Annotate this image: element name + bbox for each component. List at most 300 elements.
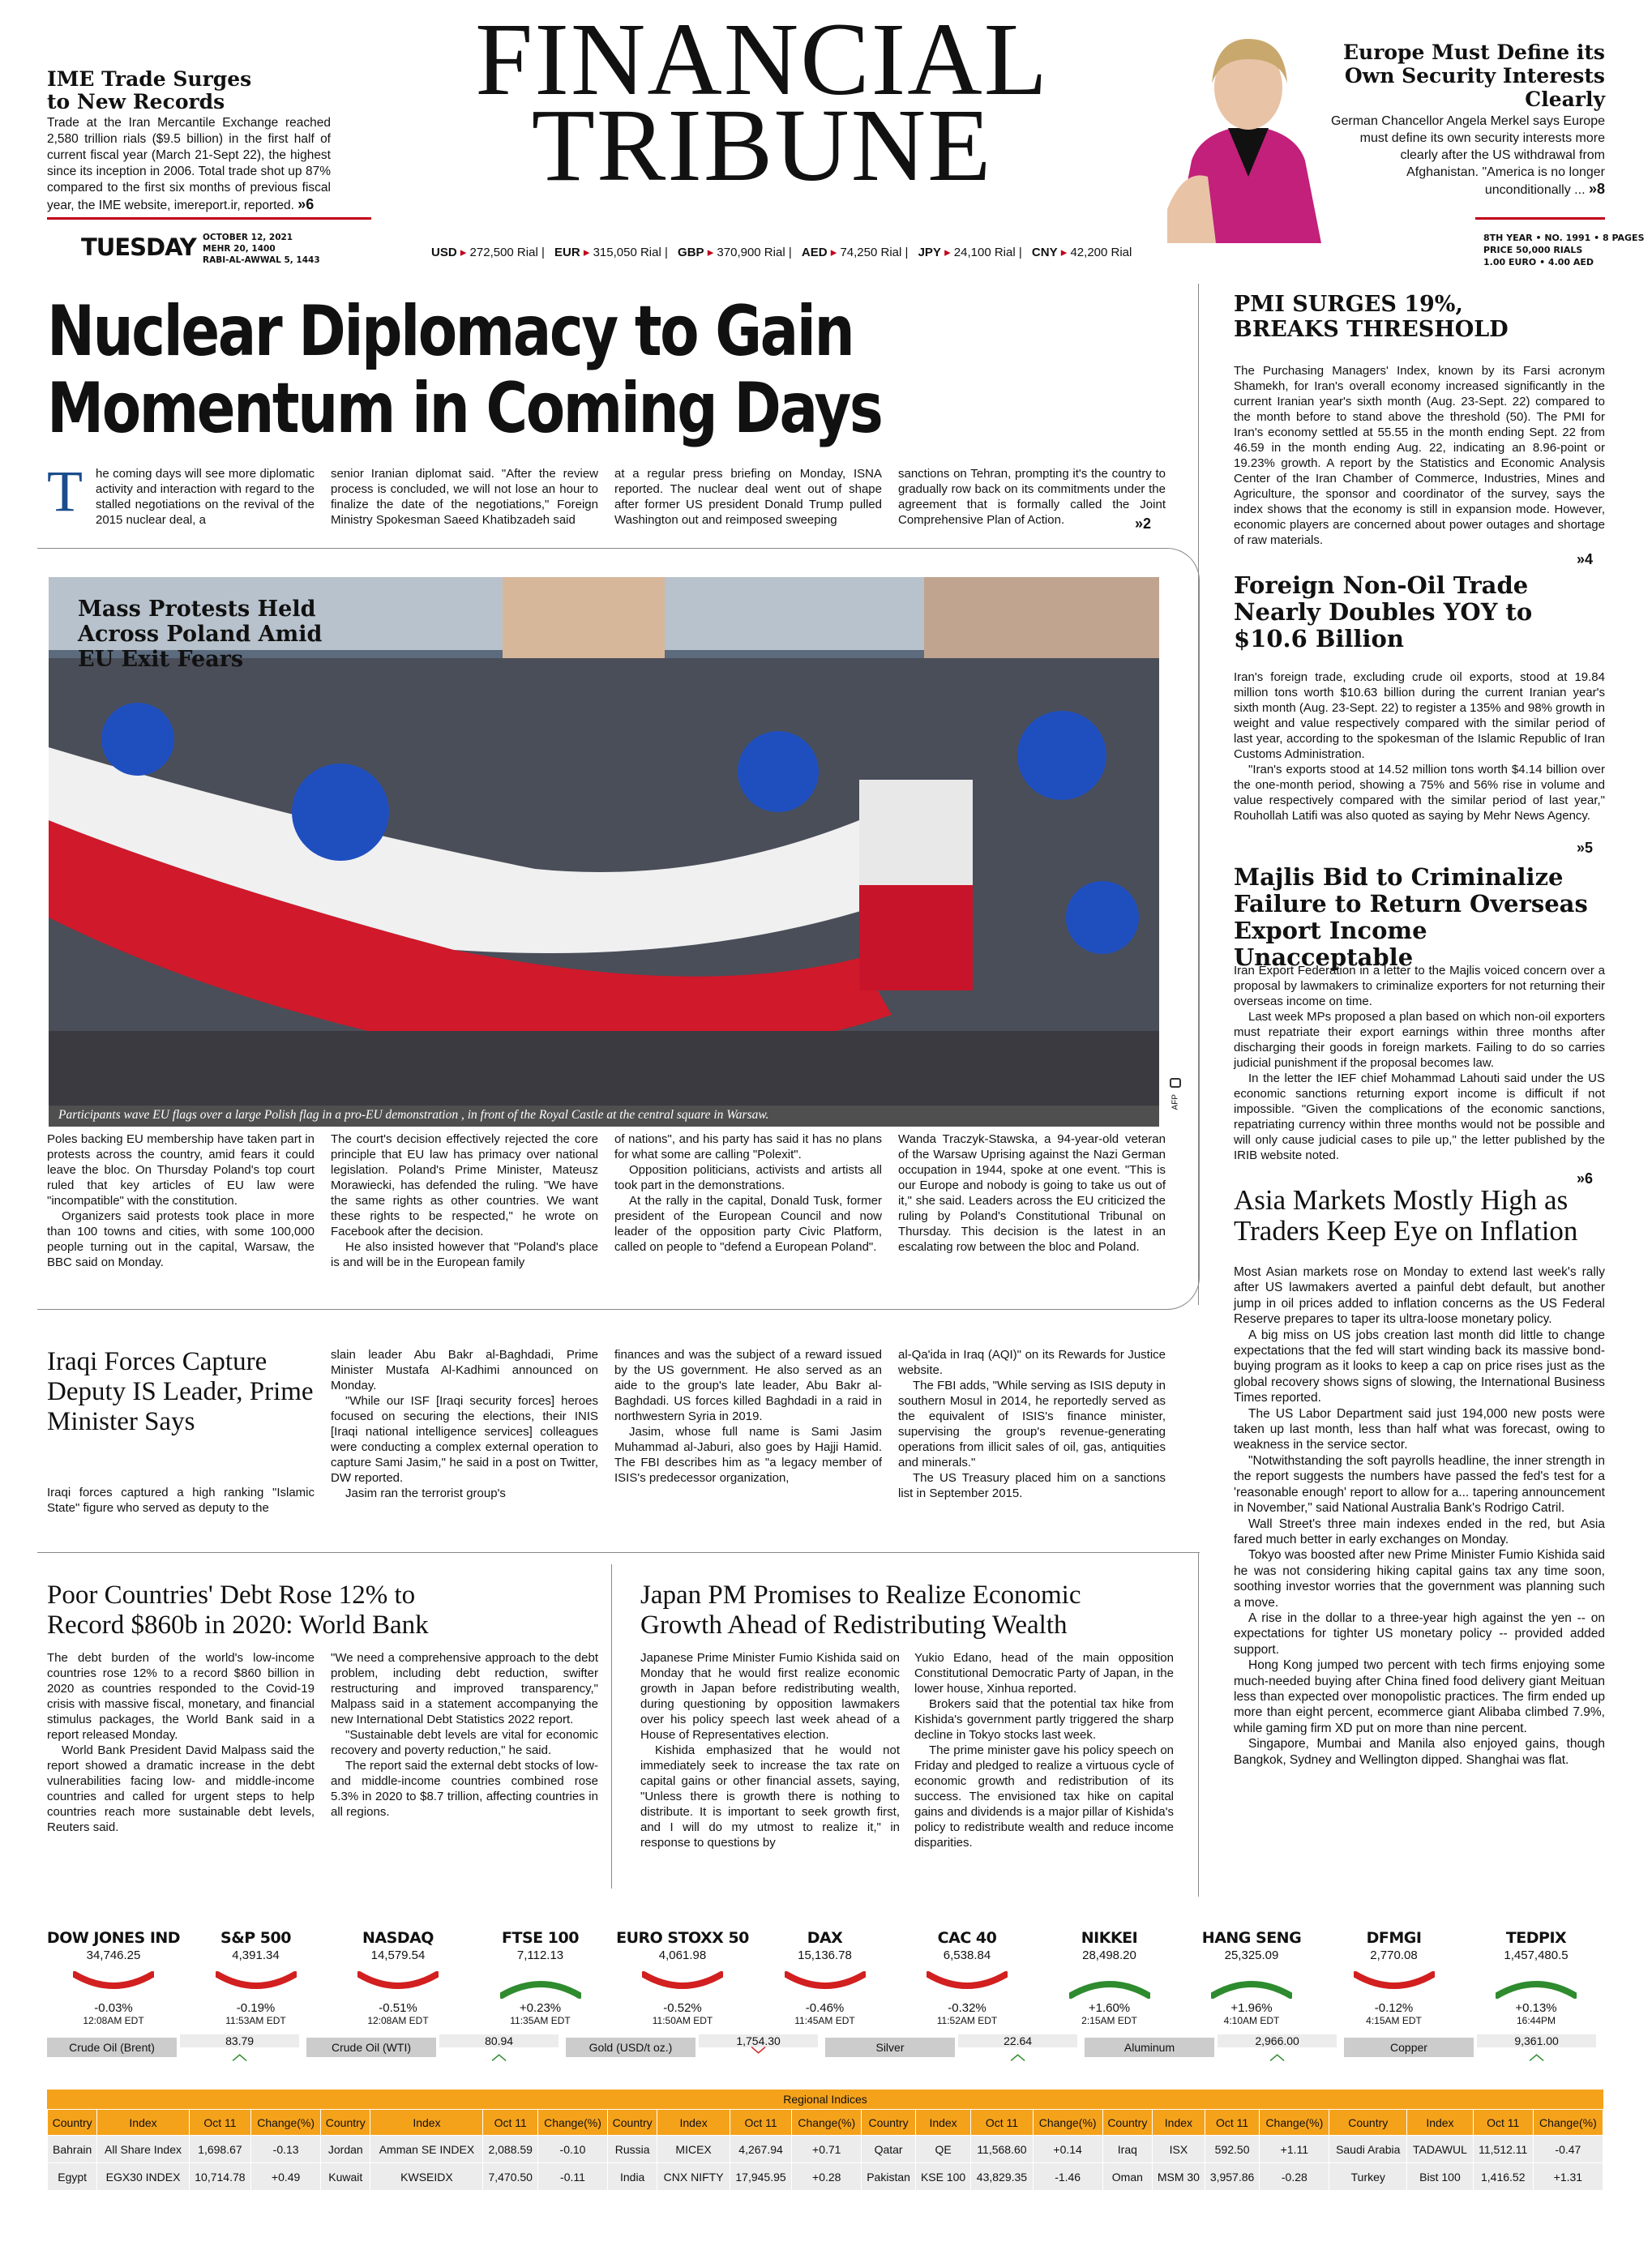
index-name: TEDPIX (1505, 1929, 1567, 1947)
column-header: Change(%) (792, 2110, 862, 2136)
index-name: CAC 40 (937, 1929, 997, 1947)
index-ticker[interactable] (894, 1929, 1040, 2026)
commodity-value: 1,754.30 (699, 2034, 818, 2047)
currency-rate (431, 246, 548, 259)
lead-dropcap: T (47, 459, 83, 524)
lead-col3: at a regular press briefing on Monday, ISNA reported. The nuclear deal went out of shape after former US president Donald Trump pulled Washington out and reimposed sweeping (614, 467, 882, 527)
index-change: -0.32% (948, 2001, 986, 2015)
index-value: 34,746.25 (86, 1948, 141, 1962)
currency-rate (1032, 246, 1132, 259)
lead-col4: sanctions on Tehran, prompting it's the country to gradually row back on its commitments under the agreement that is formally called the Joint Comprehensive Plan of Action. (898, 467, 1166, 527)
table-header-row (48, 2110, 1603, 2136)
table-cell: Qatar (862, 2136, 916, 2163)
divider (1198, 284, 1199, 1305)
merkel-teaser[interactable] (1329, 41, 1605, 199)
day-label: TUESDAY (81, 233, 196, 261)
lead-col2: senior Iranian diplomat said. "After the review process is concluded, we will not lose an hour to finalize the date of the negotiations," Foreign Ministry Spokesman Saeed Khatibzadeh said (331, 467, 598, 527)
paragraph: "We need a comprehensive approach to the debt problem, including debt reduction, swifter restructuring and improved transparency," Malpass said in a statement accompanying the new International Debt Statistics 2022 report. (331, 1651, 598, 1726)
arrow-icon: ▸ (580, 246, 593, 259)
commodity-value: 9,361.00 (1477, 2034, 1596, 2047)
currency-value: 370,900 Rial (717, 246, 785, 259)
paragraph: Kishida emphasized that he would not immediately seek to increase the tax rate on capital gains or other financial assets, saying, "Unless there is growth there is nothing to distribute. It is important to seek growth first, and I will do my utmost to realize it," in response to questions by (640, 1743, 900, 1850)
paragraph: "While our ISF [Iraqi security forces] heroes focused on securing the elections, their INIS [Iraqi national intelligence services] colleagues were conducting a complex external operation to capture Sami Jasim," he said in a post on Twitter, DW reported. (331, 1394, 598, 1485)
currency-rate (678, 246, 795, 259)
table-cell: -0.47 (1533, 2136, 1603, 2163)
separator: | (785, 246, 795, 259)
index-change: +1.96% (1230, 2001, 1273, 2015)
column-header: Change(%) (1533, 2110, 1603, 2136)
page-arrow-icon: » (1577, 840, 1586, 856)
paragraph: "Iran's exports stood at 14.52 million tons worth $4.14 billion over the one-month period, showing a 75% and 56% rise in volume and value respectively compared with the similar period of last year," Rouhollah Latifi was also quoted as saying by Mehr News Agency. (1234, 763, 1605, 823)
index-value: 4,061.98 (658, 1948, 707, 1962)
debt-headline[interactable]: Poor Countries' Debt Rose 12% to Record $860b in 2020: World Bank (47, 1581, 429, 1640)
paragraph: Japanese Prime Minister Fumio Kishida said on Monday that he would first realize economic growth in Japan before redistributing wealth, during questioning by opposition lawmakers over his policy speech last week ahead of a House of Representatives election. (640, 1651, 900, 1742)
majlis-headline[interactable]: Majlis Bid to Criminalize Failure to Return Overseas Export Income Unacceptable (1234, 863, 1588, 971)
up-chevron-icon: ︿ (232, 2047, 247, 2063)
index-time: 4:15AM EDT (1366, 2015, 1422, 2026)
japan-col1 (640, 1650, 900, 1850)
up-arc-icon (1069, 1971, 1150, 1999)
index-name: S&P 500 (220, 1929, 291, 1947)
paragraph: The court's decision effectively rejected the core principle that EU law has primacy over national legislation. Poland's Prime Minister, Mateusz Morawiecki, has defended the ruling. "We have the same rights as other countries. We want these rights to be respected," he wrote on Facebook after the decision. (331, 1132, 598, 1238)
table-cell: 592.50 (1205, 2136, 1260, 2163)
table-cell: 2,088.59 (483, 2136, 538, 2163)
paragraph: At the rally in the capital, Donald Tusk, former president of the European Council and now leader of the opposition party Civic Platform, called on people to "defend a European Poland". (614, 1194, 882, 1254)
table-cell: Iraq (1102, 2136, 1152, 2163)
paragraph: The report said the external debt stocks of low- and middle-income countries combined rose 5.3% in 2020 to $8.7 trillion, affecting countries in all regions. (331, 1759, 598, 1819)
index-time: 4:10AM EDT (1223, 2015, 1280, 2026)
table-cell: Bahrain (48, 2136, 97, 2163)
commodity-name: Silver (825, 2038, 955, 2057)
paragraph: Yukio Edano, head of the main opposition Constitutional Democratic Party of Japan, in the lower house, Xinhua reported. (914, 1651, 1174, 1696)
paragraph: al-Qa'ida in Iraq (AQI)" on its Rewards for Justice website. (898, 1348, 1166, 1377)
paragraph: Wall Street's three main indexes ended in the red, but Asia fared much better in early exchanges on Monday. (1234, 1516, 1605, 1546)
currency-code: USD (431, 246, 457, 259)
paragraph: Jasim ran the terrorist group's (345, 1486, 506, 1500)
index-value: 6,538.84 (943, 1948, 991, 1962)
poland-col4 (898, 1131, 1166, 1255)
currency-rate (554, 246, 671, 259)
separator: | (537, 246, 549, 259)
currency-code: GBP (678, 246, 704, 259)
table-cell: +0.14 (1033, 2136, 1102, 2163)
divider (37, 1552, 1200, 1553)
paragraph: Iran Export Federation in a letter to the Majlis voiced concern over a proposal by lawmakers to criminalize exporters for not returning their overseas income on time. (1234, 964, 1605, 1008)
masthead-line1: FINANCIAL (475, 2, 1049, 117)
column-header: Oct 11 (971, 2110, 1033, 2136)
japan-headline[interactable]: Japan PM Promises to Realize Economic Growth Ahead of Redistributing Wealth (640, 1581, 1081, 1640)
paragraph: In the letter the IEF chief Mohammad Lahouti said under the US economic sanctions returning export income is difficult if not impossible. "Given the complications of the economic sanctions, repatriating currency within three months would not be possible and will only cause judicial cases to pile up," the letter published by the IRIB website noted. (1234, 1072, 1605, 1162)
table-cell: -0.11 (537, 2163, 607, 2191)
table-cell: 11,568.60 (971, 2136, 1033, 2163)
index-change: +0.13% (1515, 2001, 1557, 2015)
paragraph: Hong Kong jumped two percent with tech firms enjoying some much-needed buying after China fined food delivery giant Meituan less than expected over monopolistic practices. The firm ended up more than eight percent, ecommerce giant Alibaba climbed 7.9%, while gaming firm XD put on more than nine percent. (1234, 1658, 1605, 1735)
index-name: EURO STOXX 50 (616, 1929, 749, 1947)
separator: | (1015, 246, 1025, 259)
ime-teaser-title: IME Trade Surges to New Records (47, 67, 252, 113)
page-arrow-icon: » (297, 196, 306, 212)
up-chevron-icon: ︿ (1010, 2047, 1025, 2063)
table-cell: +1.11 (1260, 2136, 1329, 2163)
paragraph: Last week MPs proposed a plan based on which non-oil exporters must repatriate their export earnings within three months after discharging their goods in foreign markets. Failing to do so carries judicial punishment if the proposal becomes law. (1234, 1010, 1605, 1070)
paragraph: He also insisted however that "Poland's place is and will be in the European family (331, 1240, 598, 1269)
up-arc-icon (1211, 1971, 1292, 1999)
debt-col2 (331, 1650, 598, 1820)
divider (1475, 217, 1605, 220)
index-time: 16:44PM (1516, 2015, 1556, 2026)
index-change: -0.12% (1374, 2001, 1414, 2015)
index-ticker[interactable] (1179, 1929, 1325, 2026)
column-header: Change(%) (251, 2110, 321, 2136)
index-change: +1.60% (1088, 2001, 1131, 2015)
index-change: -0.19% (236, 2001, 276, 2015)
index-change: -0.52% (663, 2001, 702, 2015)
iraq-col4 (898, 1347, 1166, 1501)
index-change: +0.23% (519, 2001, 562, 2015)
currency-code: JPY (918, 246, 941, 259)
index-time: 2:15AM EDT (1081, 2015, 1137, 2026)
table-cell: QE (915, 2136, 970, 2163)
table-cell: Kuwait (321, 2163, 370, 2191)
column-header: Index (915, 2110, 970, 2136)
column-header: Oct 11 (730, 2110, 791, 2136)
table-cell: CNX NIFTY (657, 2163, 730, 2191)
column-header: Index (1152, 2110, 1205, 2136)
separator: | (661, 246, 672, 259)
arrow-icon: ▸ (704, 246, 717, 259)
index-ticker[interactable] (468, 1929, 614, 2026)
commodity[interactable] (47, 2034, 303, 2062)
column-header: Oct 11 (189, 2110, 250, 2136)
column-header: Country (48, 2110, 97, 2136)
currency-value: 74,250 Rial (840, 246, 902, 259)
currency-code: EUR (554, 246, 580, 259)
column-header: Change(%) (1260, 2110, 1329, 2136)
regional-title: Regional Indices (47, 2090, 1603, 2109)
table-cell: Saudi Arabia (1329, 2136, 1407, 2163)
commodity-name: Copper (1344, 2038, 1474, 2057)
paragraph: Opposition politicians, activists and artists all took part in the demonstrations. (614, 1163, 882, 1192)
paragraph: Iraqi forces captured a high ranking "Islamic State" figure who served as deputy to the (47, 1486, 315, 1515)
asia-body (1234, 1264, 1605, 1768)
paragraph: Most Asian markets rose on Monday to extend last week's rally after US lawmakers averted a painful debt default, but another jump in oil prices added to inflation concerns as the US Federal Reserve prepares to taper its ultra-loose monetary policy. (1234, 1265, 1605, 1327)
index-name: DFMGI (1366, 1929, 1422, 1947)
arrow-icon: ▸ (1057, 246, 1071, 259)
table-cell: EGX30 INDEX (97, 2163, 189, 2191)
currency-value: 272,500 Rial (469, 246, 538, 259)
trade-body (1234, 669, 1605, 823)
table-cell: -1.46 (1033, 2163, 1102, 2191)
index-value: 7,112.13 (516, 1948, 564, 1962)
paragraph: "Sustainable debt levels are vital for economic recovery and poverty reduction," he said. (331, 1728, 598, 1757)
column-header: Index (1407, 2110, 1474, 2136)
index-ticker[interactable] (1037, 1929, 1183, 2026)
lead-col1: he coming days will see more diplomatic activity and interaction with regard to the stalled negotiations on the revival of the 2015 nuclear deal, a (96, 467, 315, 527)
up-chevron-icon: ︿ (1529, 2047, 1544, 2063)
index-ticker[interactable] (1463, 1929, 1609, 2026)
poland-col1 (47, 1131, 315, 1270)
up-chevron-icon: ︿ (491, 2047, 507, 2063)
index-time: 12:08AM EDT (367, 2015, 429, 2026)
column-header: Oct 11 (483, 2110, 538, 2136)
paragraph: The US Treasury placed him on a sanctions list in September 2015. (898, 1471, 1166, 1500)
commodity-name: Crude Oil (Brent) (47, 2038, 177, 2057)
paragraph: A rise in the dollar to a three-year high against the yen -- on expectations for tighter US monetary policy -- provided added support. (1234, 1611, 1605, 1657)
table-cell: Jordan (321, 2136, 370, 2163)
paragraph: "Notwithstanding the soft payrolls headline, the inner strength in the report suggests the numbers have passed the fed's test for a 'reasonable enough' report to allow for a... tapering announcement in November," said National Australia Bank's Rodrigo Catril. (1234, 1453, 1605, 1516)
table-cell: 3,957.86 (1205, 2163, 1260, 2191)
index-ticker[interactable] (183, 1929, 329, 2026)
commodity-name: Crude Oil (WTI) (306, 2038, 436, 2057)
currency-value: 42,200 Rial (1070, 246, 1132, 259)
merkel-teaser-body: German Chancellor Angela Merkel says Europe must define its own security interests more clearly after the US withdrawal from Afghanistan. "America is no longer unconditionally ... »8 (1331, 114, 1605, 197)
column-header: Oct 11 (1473, 2110, 1533, 2136)
column-header: Country (1329, 2110, 1407, 2136)
regional-table (47, 2109, 1603, 2191)
table-cell: KWSEIDX (370, 2163, 483, 2191)
index-value: 2,770.08 (1370, 1948, 1418, 1962)
column-header: Oct 11 (1205, 2110, 1260, 2136)
table-cell: Turkey (1329, 2163, 1407, 2191)
camera-icon (1170, 1078, 1181, 1088)
column-header: Country (608, 2110, 657, 2136)
index-value: 1,457,480.5 (1504, 1948, 1569, 1962)
table-cell: 17,945.95 (730, 2163, 791, 2191)
commodity-value: 80.94 (439, 2034, 559, 2047)
column-header: Change(%) (1033, 2110, 1102, 2136)
down-arc-icon (73, 1971, 154, 1999)
majlis-page-ref[interactable]: »6 (1577, 1170, 1594, 1187)
down-arc-icon (357, 1971, 439, 1999)
index-time: 11:45AM EDT (794, 2015, 855, 2026)
table-cell: Russia (608, 2136, 657, 2163)
table-cell: 43,829.35 (971, 2163, 1033, 2191)
poland-caption: Participants wave EU flags over a large Polish flag in a pro-EU demonstration , in front of the Royal Castle at the central square in Warsaw. (58, 1108, 769, 1122)
index-time: 11:53AM EDT (225, 2015, 286, 2026)
table-cell: 10,714.78 (189, 2163, 250, 2191)
currency-value: 24,100 Rial (953, 246, 1016, 259)
index-ticker[interactable] (325, 1929, 471, 2026)
column-header: Index (370, 2110, 483, 2136)
table-cell: KSE 100 (915, 2163, 970, 2191)
commodity-name: Aluminum (1085, 2038, 1214, 2057)
column-header: Index (657, 2110, 730, 2136)
page-arrow-icon: » (1577, 551, 1586, 567)
paragraph: Poles backing EU membership have taken part in protests across the country, amid fears it could leave the bloc. On Thursday Poland's top court ruled that key articles of EU law were "incompatible" with the constitution. (47, 1132, 315, 1208)
paragraph: Jasim, whose full name is Sami Jasim Muhammad al-Jaburi, also goes by Hajji Hamid. The FBI describes him as "a legacy member of ISIS's predecessor organization, (614, 1425, 882, 1485)
pmi-body: The Purchasing Managers' Index, known by its Farsi acronym Shamekh, for Iran's overall economy increased significantly in the current Iranian year's sixth month (Aug. 23-Sept. 22) compared to the month before to stand above the threshold (50). The PMI for Iran's economy settled at 55.55 in the month ending Sept. 22 from 46.59 in the month ending Aug. 22, indicating an 8.96-point or 19.23% growth. A report by the Statistics and Economic Analysis Center of the Iran Chamber of Commerce, Industries, Mines and Agriculture, the sponsor and coordinator of the survey, says the index shows that the economy is still in expansion mode. However, economic players are concerned about power outages and shortage of raw materials. (1234, 364, 1605, 547)
currency-rate (802, 246, 912, 259)
table-row (48, 2163, 1603, 2191)
index-name: FTSE 100 (502, 1929, 579, 1947)
table-cell: Oman (1102, 2163, 1152, 2191)
commodity[interactable] (306, 2034, 563, 2062)
index-change: -0.46% (805, 2001, 845, 2015)
index-time: 11:35AM EDT (510, 2015, 571, 2026)
down-arc-icon (927, 1971, 1008, 1999)
photo-credit: AFP (1167, 1078, 1183, 1127)
table-cell: Egypt (48, 2163, 97, 2191)
commodity[interactable] (825, 2034, 1081, 2062)
debt-col1 (47, 1650, 315, 1835)
commodity[interactable] (566, 2034, 822, 2062)
index-ticker[interactable] (41, 1929, 186, 2026)
index-ticker[interactable] (752, 1929, 898, 2026)
column-header: Change(%) (537, 2110, 607, 2136)
masthead-title (438, 2, 1086, 203)
table-cell: 7,470.50 (483, 2163, 538, 2191)
pmi-headline[interactable]: PMI SURGES 19%, BREAKS THRESHOLD (1234, 292, 1509, 342)
up-arc-icon (1496, 1971, 1577, 1999)
currency-code: CNY (1031, 246, 1058, 259)
paragraph: The US Labor Department said just 194,000 new posts were taken up last month, less than half what was forecast, owing to weakness in the service sector. (1234, 1406, 1605, 1452)
index-time: 11:50AM EDT (652, 2015, 713, 2026)
table-cell: ISX (1152, 2136, 1205, 2163)
commodity[interactable] (1344, 2034, 1600, 2062)
table-cell: Pakistan (862, 2163, 916, 2191)
down-arc-icon (216, 1971, 297, 1999)
table-row (48, 2136, 1603, 2163)
index-value: 14,579.54 (370, 1948, 426, 1962)
index-value: 4,391.34 (232, 1948, 280, 1962)
iraq-col1 (47, 1485, 315, 1516)
poland-col2 (331, 1131, 598, 1270)
table-cell: 4,267.94 (730, 2136, 791, 2163)
table-cell: +0.71 (792, 2136, 862, 2163)
index-value: 25,325.09 (1224, 1948, 1279, 1962)
paragraph: of nations", and his party has said it has no plans for what some are calling "Polexit". (614, 1132, 882, 1161)
column-header: Country (1102, 2110, 1152, 2136)
paragraph: A big miss on US jobs creation last month did little to change expectations that the fed will start winding back its massive bond-buying program as it looks to keep a cap on price rises just as the global recovery shows signs of slowing, the International Business Times reported. (1234, 1328, 1605, 1405)
ime-teaser-body: Trade at the Iran Mercantile Exchange reached 2,580 trillion rials ($9.5 billion) in the first half of current fiscal year (March 21-Sept 22), the highest since its inception in 2006. Total trade shot up 87% compared to the first six months of previous fiscal year, the IME website, imereport.ir, reported. »6 (47, 116, 331, 212)
column-header: Country (862, 2110, 916, 2136)
paragraph: Wanda Traczyk-Stawska, a 94-year-old veteran of the Warsaw Uprising against the Nazi German occupation in 1944, spoke at one event. "This is our Europe and nobody is going to take us out of it," she said. Leaders across the EU criticized the ruling by Poland's Constitutional Tribunal on Thursday. This decision is the latest in an escalating row between the bloc and Poland. (898, 1132, 1166, 1254)
japan-col2 (914, 1650, 1174, 1850)
table-cell: All Share Index (97, 2136, 189, 2163)
paragraph: slain leader Abu Bakr al-Baghdadi, Prime Minister Mustafa Al-Kadhimi announced on Monday. (331, 1348, 598, 1392)
index-name: NIKKEI (1081, 1929, 1138, 1947)
paragraph: The prime minister gave his policy speech on Friday and pledged to realize a virtuous cycle of economic growth and redistribution of its success. The envisioned tax hike on capital gains and dividends is a major pillar of Kishida's policy to redistribute wealth and reduce income disparities. (914, 1743, 1174, 1850)
index-ticker[interactable] (1321, 1929, 1467, 2026)
up-arc-icon (500, 1971, 581, 1999)
paragraph: finances and was the subject of a reward issued by the US government. He also served as an aide to the group's late leader, Abu Bakr al-Baghdadi. US forces killed Baghdadi in a raid in northwestern Syria in 2019. (614, 1348, 882, 1423)
divider (611, 1564, 612, 1889)
table-cell: India (608, 2163, 657, 2191)
iraq-col3 (614, 1347, 882, 1486)
divider (47, 217, 371, 220)
pmi-page-ref[interactable]: »4 (1577, 551, 1594, 567)
column-header: Index (97, 2110, 189, 2136)
iraq-headline[interactable]: Iraqi Forces Capture Deputy IS Leader, Prime Minister Says (47, 1347, 314, 1436)
commodity[interactable] (1085, 2034, 1341, 2062)
index-value: 15,136.78 (798, 1948, 852, 1962)
trade-headline[interactable]: Foreign Non-Oil Trade Nearly Doubles YOY to $10.6 Billion (1234, 571, 1533, 652)
table-cell: MSM 30 (1152, 2163, 1205, 2191)
index-name: NASDAQ (362, 1929, 434, 1947)
issue-block: 8TH YEAR • NO. 1991 • 8 PAGES PRICE 50,000 RIALS 1.00 EURO • 4.00 AED (1483, 233, 1645, 267)
arrow-icon: ▸ (456, 246, 470, 259)
currency-value: 315,050 Rial (593, 246, 661, 259)
divider (1198, 1552, 1199, 1897)
table-cell: MICEX (657, 2136, 730, 2163)
currency-code: AED (801, 246, 828, 259)
commodity-value: 83.79 (180, 2034, 299, 2047)
page-arrow-icon: » (1577, 1170, 1586, 1187)
paragraph: Iran's foreign trade, excluding crude oil exports, stood at 19.84 million tons worth $10.63 billion during the current Iranian year's sixth month (Aug. 23-Sept. 22) to register a 135% and 98% growth in weight and value respectively compared with the similar period of last year, according to the spokesman of the Islamic Republic of Iran Customs Administration. (1234, 670, 1605, 761)
commodities-strip (47, 2034, 1603, 2062)
paragraph: Singapore, Mumbai and Manila also enjoyed gains, though Bangkok, Sydney and Wellington dipped. Shanghai was flat. (1234, 1737, 1605, 1767)
table-cell: TADAWUL (1407, 2136, 1474, 2163)
commodity-value: 22.64 (958, 2034, 1077, 2047)
index-time: 12:08AM EDT (83, 2015, 144, 2026)
paragraph: The FBI adds, "While serving as ISIS deputy in southern Mosul in 2014, he reportedly served as the equivalent of ISIS's finance minister, supervising the group's revenue-generating operations from illicit sales of oil, gas, antiquities and minerals." (898, 1379, 1166, 1469)
asia-headline[interactable]: Asia Markets Mostly High as Traders Keep Eye on Inflation (1234, 1184, 1578, 1247)
lead-page-ref[interactable]: »2 (1135, 515, 1152, 532)
down-arc-icon (1354, 1971, 1435, 1999)
index-change: -0.03% (94, 2001, 133, 2015)
paragraph: Tokyo was boosted after new Prime Minister Fumio Kishida said he was not considering hiking capital gains tax any time soon, soothing investor worries that the government was planning such a move. (1234, 1548, 1605, 1610)
table-cell: +1.31 (1533, 2163, 1603, 2191)
commodity-value: 2,966.00 (1218, 2034, 1337, 2047)
merkel-teaser-title: Europe Must Define its Own Security Interests Clearly (1342, 41, 1605, 111)
up-chevron-icon: ︿ (1269, 2047, 1285, 2063)
commodity-name: Gold (USD/t oz.) (566, 2038, 695, 2057)
index-ticker[interactable] (610, 1929, 755, 2026)
index-change: -0.51% (379, 2001, 417, 2015)
table-cell: Amman SE INDEX (370, 2136, 483, 2163)
table-cell: +0.49 (251, 2163, 321, 2191)
separator: | (901, 246, 912, 259)
majlis-body (1234, 963, 1605, 1163)
table-cell: +0.28 (792, 2163, 862, 2191)
paragraph: World Bank President David Malpass said the report showed a dramatic increase in the debt vulnerabilities facing low- and middle-income countries and called for urgent steps to help countries reach more sustainable debt levels, Reuters said. (47, 1743, 315, 1834)
page-arrow-icon: » (1135, 515, 1144, 532)
lead-headline[interactable]: Nuclear Diplomacy to Gain Momentum in Coming Days (47, 291, 882, 449)
poland-col3 (614, 1131, 882, 1255)
currency-rate (918, 246, 1025, 259)
date-block: OCTOBER 12, 2021 MEHR 20, 1400 RABI-AL-AWWAL 5, 1443 (203, 233, 320, 265)
ime-teaser[interactable] (47, 68, 331, 214)
index-name: HANG SENG (1201, 1929, 1302, 1947)
merkel-photo (1167, 15, 1329, 243)
table-cell: Bist 100 (1407, 2163, 1474, 2191)
arrow-icon: ▸ (827, 246, 841, 259)
arrow-icon: ▸ (940, 246, 954, 259)
trade-page-ref[interactable]: »5 (1577, 840, 1594, 856)
index-name: DAX (807, 1929, 843, 1947)
poland-photo-title: Mass Protests Held Across Poland Amid EU Exit Fears (78, 597, 323, 672)
paragraph: Organizers said protests took place in more than 100 towns and cities, with some 100,000 people turning out in the capital, Warsaw, the BBC said on Monday. (47, 1209, 315, 1269)
column-header: Country (321, 2110, 370, 2136)
masthead-line2: TRIBUNE (531, 88, 993, 203)
index-value: 28,498.20 (1082, 1948, 1136, 1962)
table-cell: -0.28 (1260, 2163, 1329, 2191)
index-time: 11:52AM EDT (936, 2015, 998, 2026)
regional-indices (47, 2090, 1603, 2191)
index-name: DOW JONES IND (46, 1929, 181, 1947)
currency-strip (431, 245, 1138, 259)
iraq-col2 (331, 1347, 598, 1501)
paragraph: The debt burden of the world's low-income countries rose 12% to a record $860 billion in 2020 as countries responded to the Covid-19 crisis with massive fiscal, monetary, and financial stimulus packages, the World Bank said in a report released Monday. (47, 1651, 315, 1742)
table-cell: 1,698.67 (189, 2136, 250, 2163)
down-arc-icon (785, 1971, 866, 1999)
paragraph: Brokers said that the potential tax hike from Kishida's government partly triggered the sharp decline in Tokyo stocks last week. (914, 1697, 1174, 1742)
down-arc-icon (642, 1971, 723, 1999)
table-cell: 1,416.52 (1473, 2163, 1533, 2191)
page-arrow-icon: » (1588, 181, 1597, 197)
table-cell: -0.13 (251, 2136, 321, 2163)
table-cell: 11,512.11 (1473, 2136, 1533, 2163)
